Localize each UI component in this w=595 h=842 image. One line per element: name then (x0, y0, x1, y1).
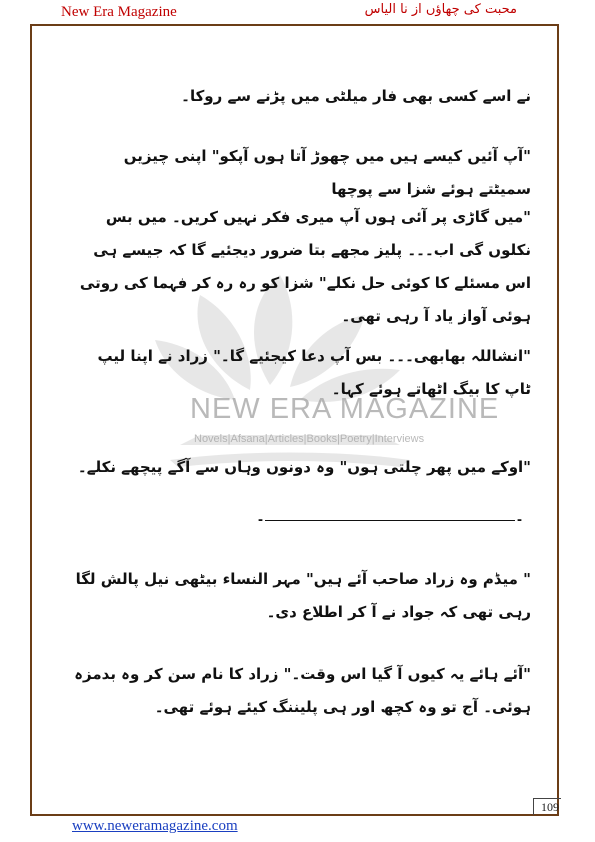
paragraph-2: "آپ آئیں کیسے ہیں میں چھوڑ آتا ہوں آپکو" اپنی چیزیں سمیٹتے ہوئے شزا سے پوچھا (123, 147, 531, 198)
paragraph-6: " میڈم وہ زراد صاحب آئے ہیں" مہر النساء بیٹھی نیل پالش لگا رہی تھی کہ جواد نے آ کر اطلاع دی۔ (75, 570, 531, 621)
paragraph-5: "اوکے میں پھر چلتی ہوں" وہ دونوں وہاں سے آگے پیچھے نکلے۔ (77, 458, 531, 476)
divider-line (265, 520, 515, 521)
watermark-title: NEW ERA MAGAZINE (190, 393, 500, 425)
divider-right-mark: - (517, 511, 522, 528)
paragraph-3: "میں گاڑی پر آئی ہوں آپ میری فکر نہیں کریں۔ میں بس نکلوں گی اب۔۔۔ پلیز مجھے بتا ضرور دیجئیے گا کہ جیسے ہی اس مسئلے کا کوئی حل نکلے" شزا کو رہ رہ کر فہما کی روتی ہوئی آواز یاد آ رہی تھی۔ (79, 208, 531, 325)
magazine-name: New Era Magazine (61, 4, 177, 20)
watermark-subtitle: Novels|Afsana|Articles|Books|Poetry|Interviews (194, 433, 425, 445)
paragraph-4: "انشاللہ بھابھی۔۔۔ بس آپ دعا کیجئیے گا۔" زراد نے اپنا لیپ ٹاپ کا بیگ اٹھاتے ہوئے کہا۔ (97, 347, 531, 398)
section-divider (258, 511, 522, 528)
paragraph-1: نے اسے کسی بھی فار میلٹی میں پڑنے سے روکا۔ (181, 87, 531, 105)
page-number: 109 (533, 798, 561, 815)
footer-website-link[interactable]: www.neweramagazine.com (72, 818, 238, 834)
story-title: محبت کی چھاؤں از نا الیاس (364, 2, 517, 17)
paragraph-7: "آئے ہائے یہ کیوں آ گیا اس وقت۔" زراد کا نام سن کر وہ بدمزہ ہوئی۔ آج تو وہ کچھ اور ہی پلیننگ کیئے ہوئے تھی۔ (74, 665, 531, 716)
divider-left-mark: - (258, 511, 263, 528)
